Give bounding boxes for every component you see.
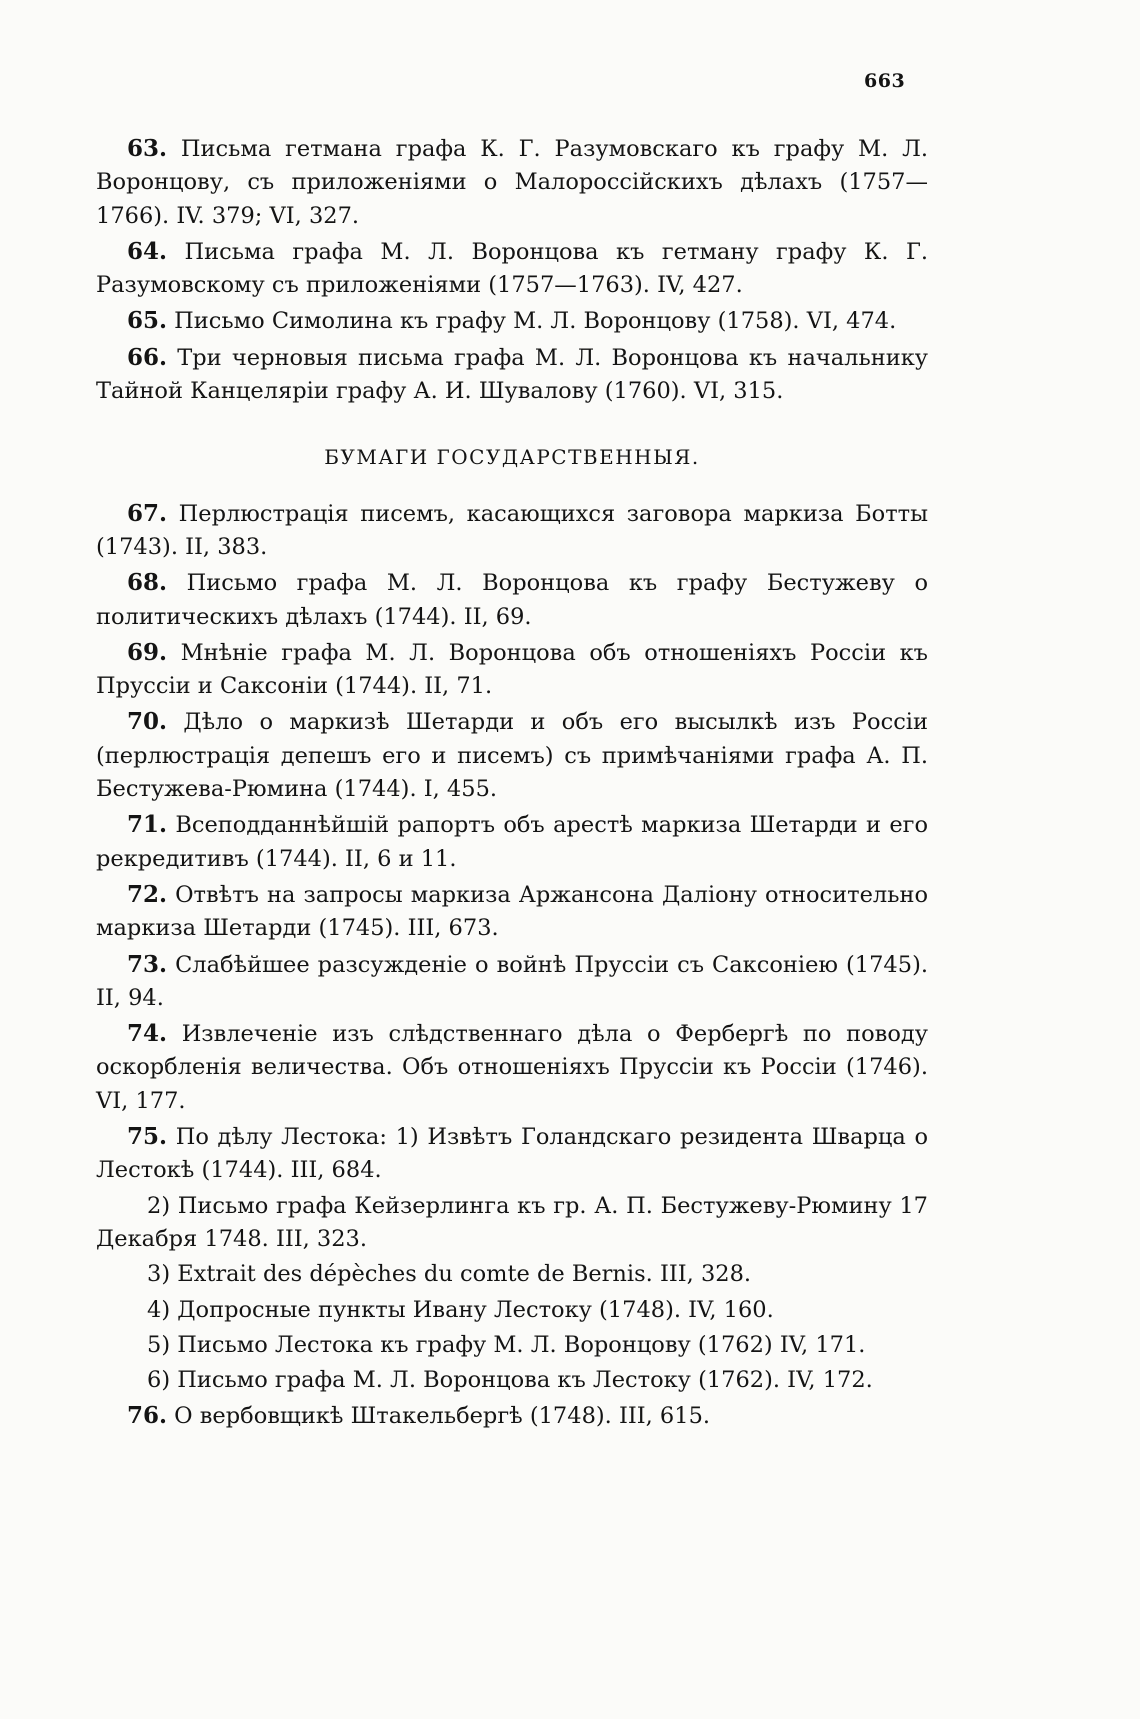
entry-71 [96, 808, 928, 876]
entry-text: Дѣло о маркизѣ Шетарди и объ его высылкѣ изъ Россіи (перлюстрація депешъ его и писемъ) съ примѣчаніями графа А. П. Бестужева-Рюмина (1744). I, 455. [96, 709, 928, 803]
entry-67 [96, 497, 928, 565]
entry-number: 70. [127, 708, 168, 736]
entry-text: Мнѣніе графа М. Л. Воронцова объ отношеніяхъ Россіи къ Пруссіи и Саксоніи (1744). II, 71. [96, 639, 928, 700]
entry-70 [96, 705, 928, 806]
entry-text: Письма гетмана графа К. Г. Разумовскаго къ графу М. Л. Воронцову, съ приложеніями о Малороссійскихъ дѣлахъ (1757—1766). IV. 379; VI, 327. [96, 136, 928, 229]
entry-76 [96, 1399, 928, 1433]
entry-text: Извлеченіе изъ слѣдственнаго дѣла о Фербергѣ по поводу оскорбленія величества. Объ отношеніяхъ Пруссіи къ Россіи (1746). VI, 177. [96, 1021, 928, 1114]
entry-75 [96, 1120, 928, 1188]
entry-68 [96, 566, 928, 634]
entry-text: Три черновыя письма графа М. Л. Воронцова къ начальнику Тайной Канцеляріи графу А. И. Шувалову (1760). VI, 315. [96, 344, 929, 405]
entry-65 [96, 304, 928, 338]
page-number: 663 [864, 70, 906, 92]
entry-63 [96, 132, 928, 233]
entry-number: 72. [127, 880, 168, 908]
entry-text: Письмо Симолина къ графу М. Л. Воронцову (1758). VI, 474. [174, 308, 897, 335]
entry-64 [96, 235, 928, 303]
entry-75-item-5: 5) Письмо Лестока къ графу М. Л. Воронцову (1762) IV, 171. [147, 1331, 866, 1358]
entry-number: 76. [127, 1402, 168, 1430]
entry-number: 64. [127, 237, 168, 265]
entry-75-item-2: 2) Письмо графа Кейзерлинга къ гр. А. П. Бестужеву-Рюмину 17 Декабря 1748. III, 323. [96, 1192, 928, 1252]
entry-75-item-3: 3) Extrait des dépèches du comte de Bernis. III, 328. [147, 1261, 752, 1288]
entry-number: 66. [127, 343, 168, 371]
entry-text: Письмо графа М. Л. Воронцова къ графу Бестужеву о политическихъ дѣлахъ (1744). II, 69. [96, 570, 928, 630]
entry-text: По дѣлу Лестока: 1) Извѣтъ Голандскаго резидента Шварца о Лестокѣ (1744). III, 684. [96, 1124, 928, 1184]
entry-number: 69. [127, 638, 168, 666]
entry-number: 67. [127, 499, 168, 527]
entry-66 [96, 341, 928, 409]
entry-number: 74. [127, 1020, 168, 1048]
entry-75-item-6: 6) Письмо графа М. Л. Воронцова къ Лестоку (1762). IV, 172. [147, 1367, 873, 1394]
entry-number: 71. [127, 811, 168, 839]
entry-text: Перлюстрація писемъ, касающихся заговора маркиза Ботты (1743). II, 383. [96, 500, 928, 560]
entry-72 [96, 878, 928, 946]
entry-text: Отвѣтъ на запросы маркиза Аржансона Даліону относительно маркиза Шетарди (1745). III, 673. [96, 881, 928, 942]
entry-number: 73. [127, 950, 168, 978]
entry-number: 65. [127, 307, 168, 335]
entry-number: 63. [127, 135, 168, 162]
entry-75-item-4: 4) Допросные пункты Ивану Лестоку (1748). IV, 160. [147, 1296, 774, 1323]
entry-text: О вербовщикѣ Штакельбергѣ (1748). III, 615. [174, 1403, 711, 1430]
page-content [96, 132, 928, 1436]
entry-text: Слабѣйшее разсужденіе о войнѣ Пруссіи съ Саксоніею (1745). II, 94. [96, 951, 928, 1011]
section-heading: БУМАГИ ГОСУДАРСТВЕННЫЯ. [324, 445, 700, 470]
entry-74 [96, 1017, 928, 1118]
entry-number: 75. [127, 1123, 168, 1151]
entry-number: 68. [127, 569, 168, 597]
entry-text: Письма графа М. Л. Воронцова къ гетману графу К. Г. Разумовскому съ приложеніями (1757—1763). IV, 427. [96, 238, 929, 299]
entry-text: Всеподданнѣйшій рапортъ объ арестѣ маркиза Шетарди и его рекредитивъ (1744). II, 6 и 11. [96, 812, 928, 872]
entry-73 [96, 948, 928, 1016]
entry-69 [96, 636, 928, 704]
